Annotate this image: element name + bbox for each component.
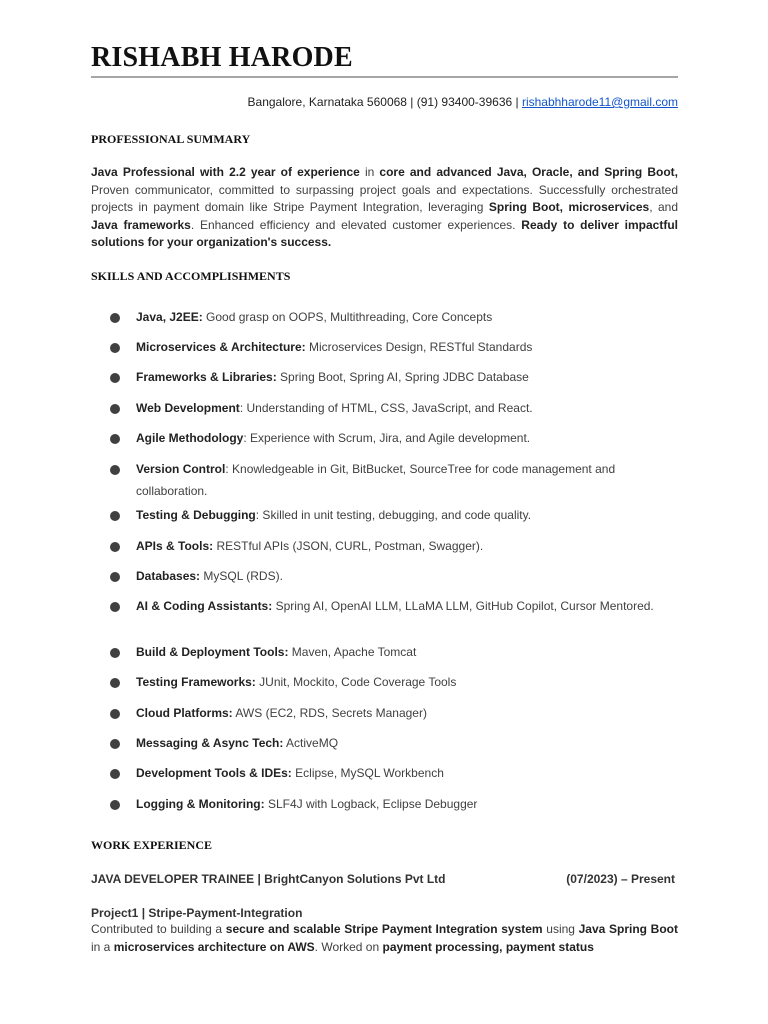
bullet-icon — [110, 434, 120, 444]
bullet-icon — [110, 343, 120, 353]
bullet-icon — [110, 648, 120, 658]
skill-label: Web Development — [136, 401, 240, 415]
skill-item — [110, 702, 670, 724]
job-header — [91, 872, 675, 886]
skill-item — [110, 366, 670, 388]
skill-text — [110, 458, 670, 502]
skill-description: Maven, Apache Tomcat — [288, 645, 417, 659]
skill-description: Microservices Design, RESTful Standards — [305, 340, 533, 354]
emphasis-text: Java frameworks — [91, 217, 191, 232]
skill-label: Build & Deployment Tools: — [136, 645, 289, 659]
skill-text — [110, 535, 670, 557]
skills-heading: SKILLS AND ACCOMPLISHMENTS — [91, 269, 291, 283]
emphasis-text: secure and scalable Stripe Payment Integration system — [225, 922, 543, 936]
skill-item — [110, 397, 670, 419]
skill-item — [110, 565, 670, 587]
skill-item — [110, 793, 670, 815]
body-text: Contributed to building a — [91, 922, 226, 936]
bullet-icon — [110, 678, 120, 688]
skill-text — [110, 366, 670, 388]
skill-description: JUnit, Mockito, Code Coverage Tools — [255, 675, 457, 689]
bullet-icon — [110, 313, 120, 323]
project-title: Project1 | Stripe-Payment-Integration — [91, 906, 303, 920]
skill-item — [110, 427, 670, 449]
skill-text — [110, 565, 670, 587]
body-text: using — [542, 922, 579, 936]
skill-text — [110, 397, 670, 419]
skill-item — [110, 762, 670, 784]
skill-description: AWS (EC2, RDS, Secrets Manager) — [232, 706, 427, 720]
skill-text — [110, 641, 670, 663]
skill-text — [110, 336, 670, 358]
skill-label: Testing & Debugging — [136, 508, 256, 522]
body-text: in a — [91, 939, 114, 954]
body-text: . Worked on — [314, 939, 383, 954]
skill-description: Spring Boot, Spring AI, Spring JDBC Database — [276, 370, 529, 384]
skill-text — [110, 595, 670, 617]
emphasis-text: Spring Boot, microservices — [488, 200, 650, 214]
skill-description: Good grasp on OOPS, Multithreading, Core Concepts — [202, 310, 493, 324]
skill-description: RESTful APIs (JSON, CURL, Postman, Swagger). — [213, 539, 484, 553]
job-title: JAVA DEVELOPER TRAINEE | BrightCanyon Solutions Pvt Ltd — [91, 872, 446, 886]
contact-line — [248, 95, 678, 109]
skill-label: Logging & Monitoring: — [136, 797, 265, 811]
bullet-icon — [110, 800, 120, 810]
project-description — [91, 921, 678, 956]
body-text: in — [359, 165, 380, 179]
emphasis-text: Java Professional with 2.2 year of experience — [91, 165, 360, 179]
skill-label: Version Control — [136, 462, 226, 476]
skill-item — [110, 732, 670, 754]
skill-label: Messaging & Async Tech: — [136, 736, 284, 750]
skill-text — [110, 732, 670, 754]
skill-label: Testing Frameworks: — [136, 675, 256, 689]
skill-description: : Understanding of HTML, CSS, JavaScript, and React. — [239, 401, 533, 415]
skill-label: Databases: — [136, 569, 201, 583]
emphasis-text: core and advanced Java, Oracle, and Spring Boot, — [379, 165, 679, 179]
emphasis-text: Java Spring Boot — [578, 922, 678, 936]
skill-description: : Knowledgeable in Git, BitBucket, SourceTree for code management and collaboration. — [136, 462, 616, 498]
bullet-icon — [110, 709, 120, 719]
skill-item — [110, 641, 670, 663]
skill-item — [110, 504, 670, 526]
skill-description: Eclipse, MySQL Workbench — [291, 766, 444, 780]
skill-label: Java, J2EE: — [136, 310, 203, 324]
body-text: , and — [649, 200, 678, 214]
emphasis-text: microservices architecture on AWS — [113, 939, 315, 954]
skill-label: Agile Methodology — [136, 431, 244, 445]
email-link[interactable]: rishabhharode11@gmail.com — [521, 95, 678, 109]
header-divider — [91, 76, 678, 78]
bullet-icon — [110, 542, 120, 552]
skill-item — [110, 671, 670, 693]
skill-description: SLF4J with Logback, Eclipse Debugger — [264, 797, 478, 811]
skill-label: Development Tools & IDEs: — [136, 766, 292, 780]
body-text: Proven communicator, committed to surpassing project goals and expectations. Successfully orchestrated projects in payment domain like Stripe Payment Integration, leveraging — [91, 182, 678, 214]
skill-item — [110, 458, 670, 502]
skill-text — [110, 306, 670, 328]
skill-label: AI & Coding Assistants: — [136, 599, 273, 613]
skill-text — [110, 793, 670, 815]
body-text: . Enhanced efficiency and elevated customer experiences. — [190, 217, 522, 232]
skill-label: Frameworks & Libraries: — [136, 370, 277, 384]
skill-description: : Experience with Scrum, Jira, and Agile development. — [243, 431, 531, 445]
skill-label: APIs & Tools: — [136, 539, 214, 553]
skill-item — [110, 535, 670, 557]
emphasis-text: payment processing, payment status — [382, 939, 594, 954]
skill-text — [110, 504, 670, 526]
skill-description: MySQL (RDS). — [200, 569, 283, 583]
summary-paragraph — [91, 164, 678, 252]
bullet-icon — [110, 465, 120, 475]
job-dates: (07/2023) – Present — [566, 872, 675, 886]
bullet-icon — [110, 602, 120, 612]
skill-text — [110, 427, 670, 449]
skill-item — [110, 306, 670, 328]
experience-heading: WORK EXPERIENCE — [91, 838, 213, 852]
skill-text — [110, 702, 670, 724]
skill-description: ActiveMQ — [283, 736, 339, 750]
bullet-icon — [110, 572, 120, 582]
skill-text — [110, 762, 670, 784]
skill-label: Microservices & Architecture: — [136, 340, 306, 354]
bullet-icon — [110, 511, 120, 521]
bullet-icon — [110, 739, 120, 749]
skill-item — [110, 336, 670, 358]
skill-description: Spring AI, OpenAI LLM, LLaMA LLM, GitHub Copilot, Cursor Mentored. — [272, 599, 654, 613]
candidate-name: RISHABH HARODE — [91, 42, 353, 73]
contact-details: Bangalore, Karnataka 560068 | (91) 93400-39636 | — [247, 95, 522, 109]
emphasis-text: Ready to deliver impactful solutions for your organization's success. — [91, 217, 678, 249]
bullet-icon — [110, 404, 120, 414]
skill-item — [110, 595, 670, 617]
skill-label: Cloud Platforms: — [136, 706, 233, 720]
summary-heading: PROFESSIONAL SUMMARY — [91, 132, 251, 146]
skill-description: : Skilled in unit testing, debugging, and code quality. — [255, 508, 532, 522]
bullet-icon — [110, 373, 120, 383]
skill-text — [110, 671, 670, 693]
bullet-icon — [110, 769, 120, 779]
